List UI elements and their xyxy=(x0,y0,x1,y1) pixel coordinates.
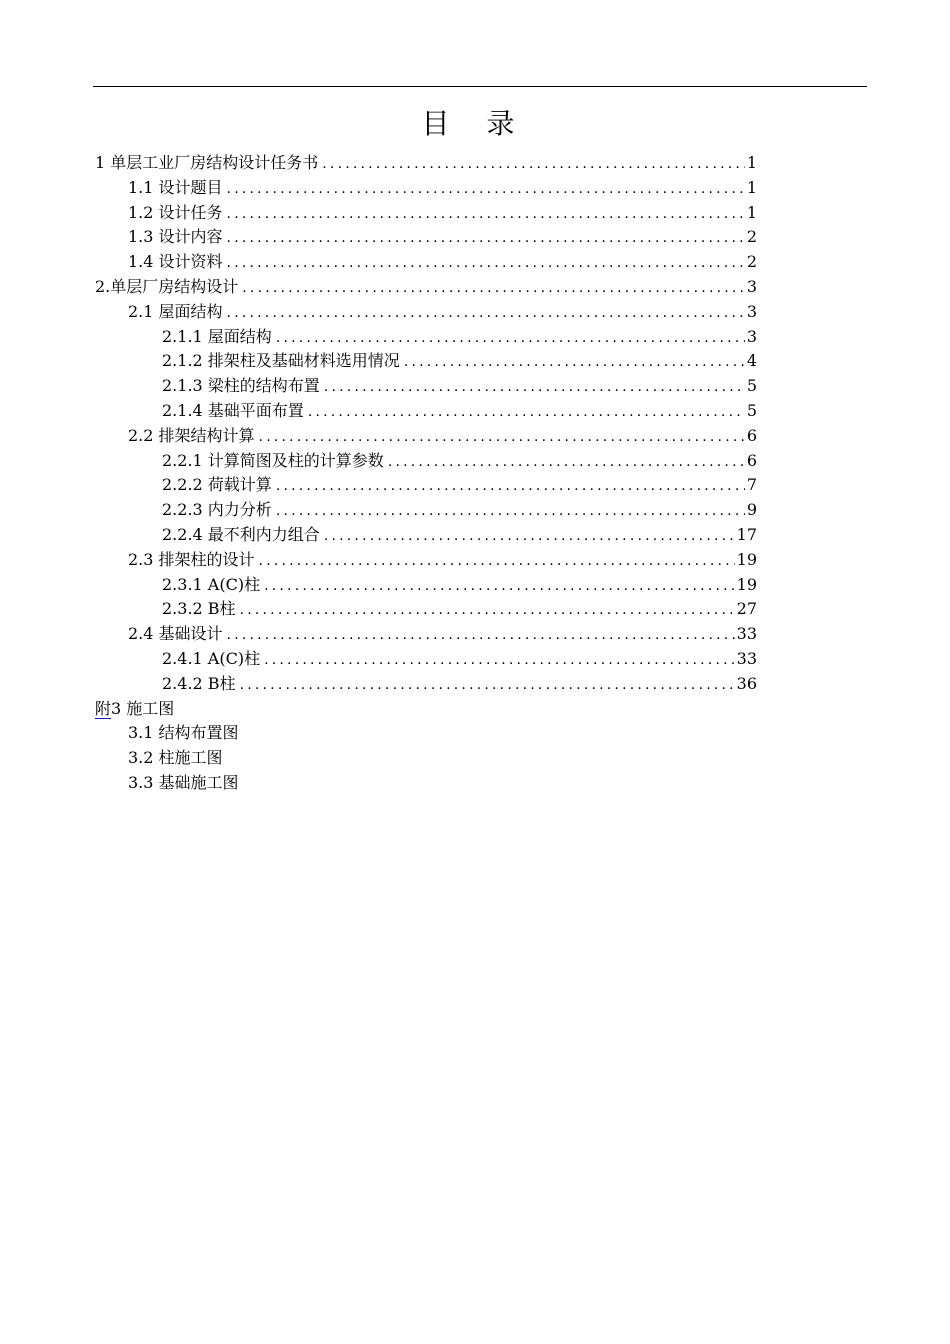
toc-entry[interactable] xyxy=(93,275,757,300)
toc-entry-page: 3 xyxy=(746,326,757,346)
toc-entry-page: 1 xyxy=(746,153,757,172)
toc-entry[interactable] xyxy=(93,697,757,722)
toc-entry[interactable] xyxy=(93,374,757,399)
toc-entry-page: 33 xyxy=(736,648,757,668)
header-rule xyxy=(93,86,867,87)
toc-entry-page: 17 xyxy=(736,524,757,544)
toc-entry-label: 3.2 柱施工图 xyxy=(128,748,223,768)
toc-entry-page: 33 xyxy=(736,624,757,644)
toc-entry-page: 36 xyxy=(736,673,757,693)
toc-entry-page: 2 xyxy=(746,252,757,272)
toc-entry-page: 1 xyxy=(746,202,757,222)
toc-entry-page: 6 xyxy=(746,425,757,445)
toc-entry[interactable] xyxy=(93,622,757,647)
toc-entry-label: 2.4 基础设计 xyxy=(128,624,223,644)
toc-entry-label: 2.2.2 荷载计算 xyxy=(162,475,272,495)
toc-entry[interactable] xyxy=(93,151,757,176)
toc-entry-label: 1.1 设计题目 xyxy=(128,177,223,197)
toc-entry[interactable] xyxy=(93,597,757,622)
toc-entry-page: 27 xyxy=(736,599,757,619)
toc-leader-dots xyxy=(276,326,745,351)
toc-leader-dots xyxy=(404,350,745,375)
toc-entry[interactable] xyxy=(93,449,757,474)
toc-entry[interactable] xyxy=(93,325,757,350)
toc-leader-dots xyxy=(240,673,735,698)
toc-entry[interactable] xyxy=(93,498,757,523)
toc-entry[interactable] xyxy=(93,672,757,697)
toc-entry-page: 2 xyxy=(746,227,757,247)
toc-title: 目 录 xyxy=(421,107,529,140)
toc-leader-dots xyxy=(227,623,735,648)
toc-entry-label: 2.3 排架柱的设计 xyxy=(128,549,255,569)
toc-leader-dots xyxy=(259,549,735,574)
toc-leader-dots xyxy=(264,574,735,599)
toc-entry-label: 2.4.1 A(C)柱 xyxy=(162,648,261,668)
toc-entry-label: 2.1.3 梁柱的结构布置 xyxy=(162,376,320,396)
toc-entry[interactable] xyxy=(93,771,757,796)
toc-entry[interactable] xyxy=(93,201,757,226)
toc-entry[interactable] xyxy=(93,176,757,201)
toc-leader-dots xyxy=(322,152,745,177)
toc-entry-page: 19 xyxy=(736,574,757,594)
toc-entry-page: 4 xyxy=(746,351,757,371)
toc-leader-dots xyxy=(308,400,745,425)
toc-leader-dots xyxy=(276,499,745,524)
toc-entry[interactable] xyxy=(93,250,757,275)
toc-entry[interactable] xyxy=(93,523,757,548)
toc-entry[interactable] xyxy=(93,399,757,424)
toc-entry-label: 2.1.2 排架柱及基础材料选用情况 xyxy=(162,351,400,371)
toc-leader-dots xyxy=(276,474,745,499)
toc-leader-dots xyxy=(259,425,745,450)
toc-entry[interactable] xyxy=(93,424,757,449)
toc-entry[interactable] xyxy=(93,573,757,598)
toc-entry[interactable] xyxy=(93,721,757,746)
toc-leader-dots xyxy=(227,202,745,227)
toc-entry-label: 2.1.4 基础平面布置 xyxy=(162,400,304,420)
toc-entry[interactable] xyxy=(93,647,757,672)
toc-entry-label: 2.2.4 最不利内力组合 xyxy=(162,524,320,544)
toc-entry-label: 2.1.1 屋面结构 xyxy=(162,326,272,346)
toc-leader-dots xyxy=(227,226,745,251)
toc-entry-label: 2.1 屋面结构 xyxy=(128,301,223,321)
toc-entry-page: 3 xyxy=(746,276,757,296)
toc-entry-page: 5 xyxy=(746,376,757,396)
toc-leader-dots xyxy=(324,524,735,549)
table-of-contents xyxy=(93,151,757,796)
toc-entry[interactable] xyxy=(93,300,757,325)
toc-entry-page: 19 xyxy=(736,549,757,569)
toc-leader-dots xyxy=(242,276,745,301)
toc-entry-page: 5 xyxy=(746,400,757,420)
toc-entry-label: 2.4.2 B柱 xyxy=(162,673,236,693)
toc-entry[interactable] xyxy=(93,746,757,771)
toc-entry-label: 1.3 设计内容 xyxy=(128,227,223,247)
toc-leader-dots xyxy=(227,301,745,326)
toc-entry-label-prefix: 附 xyxy=(95,698,112,718)
toc-leader-dots xyxy=(240,598,735,623)
toc-entry-label: 1 单层工业厂房结构设计任务书 xyxy=(95,153,319,172)
toc-leader-dots xyxy=(227,251,745,276)
toc-entry-label: 2.3.2 B柱 xyxy=(162,599,236,619)
toc-entry-label: 1.2 设计任务 xyxy=(128,202,223,222)
toc-entry-label: 附3 施工图 xyxy=(95,698,175,718)
toc-entry-page: 9 xyxy=(746,500,757,520)
toc-entry-label: 3.1 结构布置图 xyxy=(128,723,239,743)
toc-entry-label: 2.3.1 A(C)柱 xyxy=(162,574,261,594)
toc-entry[interactable] xyxy=(93,349,757,374)
toc-leader-dots xyxy=(324,375,745,400)
toc-entry[interactable] xyxy=(93,225,757,250)
toc-entry-label: 2.单层厂房结构设计 xyxy=(95,276,239,296)
toc-entry-label: 3.3 基础施工图 xyxy=(128,772,239,792)
toc-leader-dots xyxy=(388,450,745,475)
toc-entry-page: 3 xyxy=(746,301,757,321)
toc-entry-page: 1 xyxy=(746,177,757,197)
toc-entry[interactable] xyxy=(93,473,757,498)
toc-entry-label: 2.2.1 计算简图及柱的计算参数 xyxy=(162,450,384,470)
toc-leader-dots xyxy=(264,648,735,673)
toc-leader-dots xyxy=(227,177,745,202)
toc-entry-label: 2.2 排架结构计算 xyxy=(128,425,255,445)
toc-entry-label: 1.4 设计资料 xyxy=(128,252,223,272)
toc-entry[interactable] xyxy=(93,548,757,573)
toc-entry-page: 6 xyxy=(746,450,757,470)
toc-entry-label: 2.2.3 内力分析 xyxy=(162,500,272,520)
toc-entry-page: 7 xyxy=(746,475,757,495)
